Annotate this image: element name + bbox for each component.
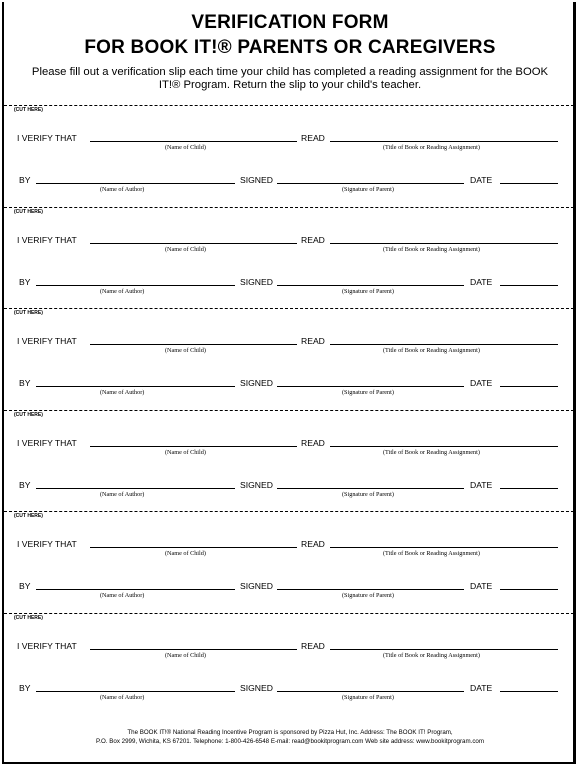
footer-contact-text: P.O. Box 2999, Wichita, KS 67201. Telephone: 1-800-426-6548 E-mail: read@bookitprogram.com Web site address: www.bookitprogram.com bbox=[95, 738, 485, 745]
verification-slip bbox=[0, 205, 580, 307]
title-of-book-caption: (Title of Book or Reading Assignment) bbox=[383, 144, 480, 151]
cut-line bbox=[4, 207, 574, 208]
name-of-author-caption: (Name of Author) bbox=[100, 693, 145, 701]
child-name-field[interactable] bbox=[90, 547, 297, 548]
book-title-field[interactable] bbox=[330, 649, 558, 650]
verification-slip bbox=[0, 509, 580, 611]
cut-here-label: (CUT HERE) bbox=[14, 614, 43, 621]
book-title-field[interactable] bbox=[330, 141, 558, 142]
by-label: BY bbox=[19, 682, 31, 693]
signature-of-parent-caption: (Signature of Parent) bbox=[342, 389, 394, 396]
book-title-field[interactable] bbox=[330, 344, 558, 345]
author-name-field[interactable] bbox=[36, 488, 235, 489]
i-verify-that-label: I VERIFY THAT bbox=[17, 437, 77, 448]
footer-sponsor-text: The BOOK IT!® National Reading Incentive Program is sponsored by Pizza Hut, Inc. Address: The BOOK IT! Program, bbox=[127, 729, 453, 736]
read-label: READ bbox=[301, 539, 325, 549]
book-title-field[interactable] bbox=[330, 446, 558, 447]
child-name-field[interactable] bbox=[90, 446, 297, 447]
title-of-book-caption: (Title of Book or Reading Assignment) bbox=[383, 550, 480, 557]
signature-of-parent-caption: (Signature of Parent) bbox=[342, 186, 394, 193]
name-of-child-caption: (Name of Child) bbox=[165, 347, 206, 354]
author-name-field[interactable] bbox=[36, 386, 235, 387]
verification-slip bbox=[0, 103, 580, 205]
child-name-field[interactable] bbox=[90, 141, 297, 142]
date-label: DATE bbox=[470, 682, 493, 693]
parent-signature-field[interactable] bbox=[277, 285, 464, 286]
cut-line bbox=[4, 613, 574, 614]
verification-slip bbox=[0, 611, 580, 713]
verification-slip bbox=[0, 306, 580, 408]
cut-line bbox=[4, 410, 574, 411]
parent-signature-field[interactable] bbox=[277, 183, 464, 184]
parent-signature-field[interactable] bbox=[277, 386, 464, 387]
signature-of-parent-caption: (Signature of Parent) bbox=[342, 693, 394, 701]
i-verify-that-label: I VERIFY THAT bbox=[17, 234, 77, 245]
name-of-author-caption: (Name of Author) bbox=[100, 186, 145, 193]
read-label: READ bbox=[301, 336, 325, 346]
date-label: DATE bbox=[470, 581, 493, 591]
author-name-field[interactable] bbox=[36, 285, 235, 286]
cut-here-label: (CUT HERE) bbox=[14, 411, 43, 418]
cut-line bbox=[4, 511, 574, 512]
name-of-child-caption: (Name of Child) bbox=[165, 550, 206, 557]
title-of-book-caption: (Title of Book or Reading Assignment) bbox=[383, 245, 480, 253]
title-of-book-caption: (Title of Book or Reading Assignment) bbox=[383, 651, 480, 659]
date-label: DATE bbox=[470, 276, 493, 287]
child-name-field[interactable] bbox=[90, 344, 297, 345]
book-title-field[interactable] bbox=[330, 547, 558, 548]
child-name-field[interactable] bbox=[90, 243, 297, 244]
by-label: BY bbox=[19, 276, 31, 287]
date-field[interactable] bbox=[500, 386, 558, 387]
date-label: DATE bbox=[470, 175, 493, 185]
signature-of-parent-caption: (Signature of Parent) bbox=[342, 490, 394, 498]
parent-signature-field[interactable] bbox=[277, 488, 464, 489]
author-name-field[interactable] bbox=[36, 691, 235, 692]
cut-here-label: (CUT HERE) bbox=[14, 107, 43, 113]
verification-slips bbox=[0, 103, 580, 712]
read-label: READ bbox=[301, 234, 325, 245]
cut-here-label: (CUT HERE) bbox=[14, 208, 43, 215]
date-label: DATE bbox=[470, 479, 493, 490]
name-of-author-caption: (Name of Author) bbox=[100, 389, 145, 396]
cut-line bbox=[4, 105, 574, 106]
parent-signature-field[interactable] bbox=[277, 691, 464, 692]
signed-label: SIGNED bbox=[240, 276, 273, 287]
cut-line bbox=[4, 308, 574, 309]
read-label: READ bbox=[301, 133, 325, 143]
by-label: BY bbox=[19, 175, 31, 185]
by-label: BY bbox=[19, 581, 31, 591]
signature-of-parent-caption: (Signature of Parent) bbox=[342, 287, 394, 295]
title-of-book-caption: (Title of Book or Reading Assignment) bbox=[383, 448, 480, 456]
date-field[interactable] bbox=[500, 589, 558, 590]
i-verify-that-label: I VERIFY THAT bbox=[17, 539, 77, 549]
author-name-field[interactable] bbox=[36, 183, 235, 184]
name-of-author-caption: (Name of Author) bbox=[100, 592, 145, 599]
cut-here-label: (CUT HERE) bbox=[14, 310, 43, 316]
author-name-field[interactable] bbox=[36, 589, 235, 590]
by-label: BY bbox=[19, 479, 31, 490]
parent-signature-field[interactable] bbox=[277, 589, 464, 590]
name-of-child-caption: (Name of Child) bbox=[165, 144, 206, 151]
name-of-child-caption: (Name of Child) bbox=[165, 245, 206, 253]
book-title-field[interactable] bbox=[330, 243, 558, 244]
name-of-child-caption: (Name of Child) bbox=[165, 448, 206, 456]
name-of-author-caption: (Name of Author) bbox=[100, 490, 145, 498]
date-field[interactable] bbox=[500, 488, 558, 489]
instructions-text: Please fill out a verification slip each time your child has completed a reading assignment for the BOOK IT!® Program. Return the slip to your child's teacher. bbox=[31, 66, 549, 91]
by-label: BY bbox=[19, 378, 31, 388]
date-label: DATE bbox=[470, 378, 493, 388]
date-field[interactable] bbox=[500, 183, 558, 184]
i-verify-that-label: I VERIFY THAT bbox=[17, 133, 77, 143]
i-verify-that-label: I VERIFY THAT bbox=[17, 640, 77, 651]
verification-slip bbox=[0, 408, 580, 510]
name-of-author-caption: (Name of Author) bbox=[100, 287, 145, 295]
read-label: READ bbox=[301, 640, 325, 651]
name-of-child-caption: (Name of Child) bbox=[165, 651, 206, 659]
child-name-field[interactable] bbox=[90, 649, 297, 650]
title-of-book-caption: (Title of Book or Reading Assignment) bbox=[383, 347, 480, 354]
cut-here-label: (CUT HERE) bbox=[14, 513, 43, 519]
signed-label: SIGNED bbox=[240, 479, 273, 490]
signature-of-parent-caption: (Signature of Parent) bbox=[342, 592, 394, 599]
signed-label: SIGNED bbox=[240, 175, 273, 185]
read-label: READ bbox=[301, 437, 325, 448]
form-title: VERIFICATION FORM bbox=[191, 12, 389, 33]
date-field[interactable] bbox=[500, 691, 558, 692]
signed-label: SIGNED bbox=[240, 378, 273, 388]
i-verify-that-label: I VERIFY THAT bbox=[17, 336, 77, 346]
form-subtitle: FOR BOOK IT!® PARENTS OR CAREGIVERS bbox=[84, 37, 496, 58]
signed-label: SIGNED bbox=[240, 581, 273, 591]
date-field[interactable] bbox=[500, 285, 558, 286]
signed-label: SIGNED bbox=[240, 682, 273, 693]
